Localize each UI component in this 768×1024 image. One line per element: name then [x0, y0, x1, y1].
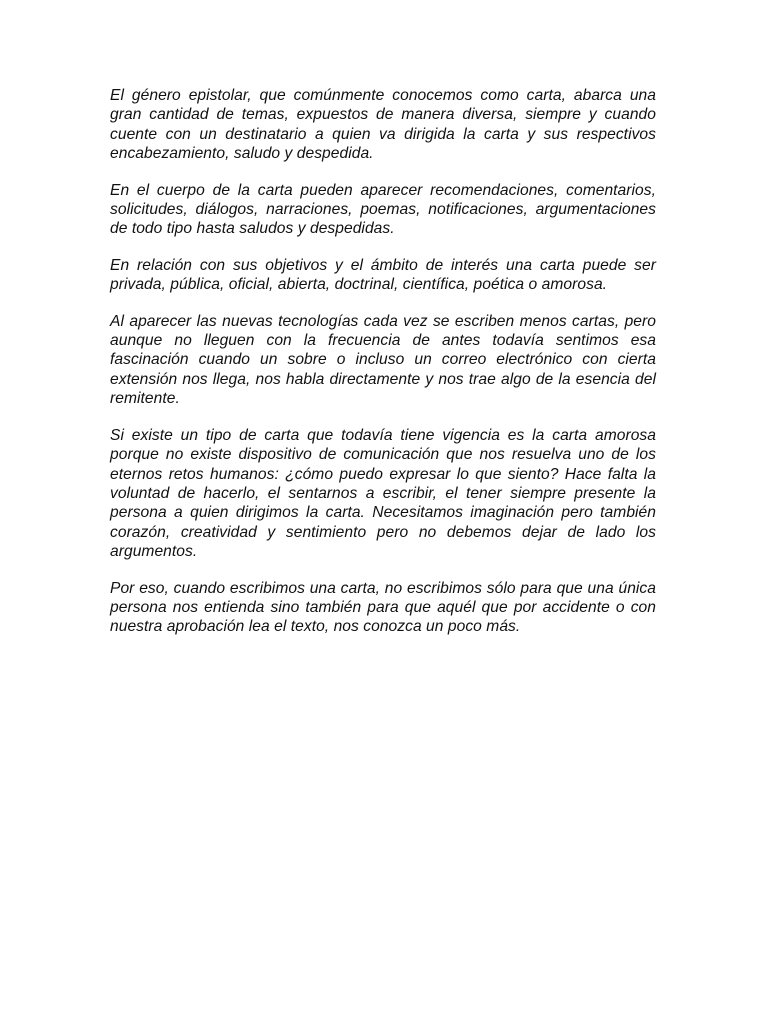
paragraph-6: Por eso, cuando escribimos una carta, no escribimos sólo para que una única persona nos entienda sino también para que aquél que por accidente o con nuestra aprobación lea el texto, nos conozca un poco más.: [110, 579, 656, 636]
paragraph-2: En el cuerpo de la carta pueden aparecer recomendaciones, comentarios, solicitudes, diálogos, narraciones, poemas, notificaciones, argumentaciones de todo tipo hasta saludos y despedidas.: [110, 181, 656, 238]
document-body: [110, 86, 656, 654]
paragraph-3: En relación con sus objetivos y el ámbito de interés una carta puede ser privada, pública, oficial, abierta, doctrinal, científica, poética o amorosa.: [110, 256, 656, 294]
paragraph-4: Al aparecer las nuevas tecnologías cada vez se escriben menos cartas, pero aunque no lleguen con la frecuencia de antes todavía sentimos esa fascinación cuando un sobre o incluso un correo electrónico con cierta extensión nos llega, nos habla directamente y nos trae algo de la esencia del remitente.: [110, 312, 656, 408]
paragraph-5: Si existe un tipo de carta que todavía tiene vigencia es la carta amorosa porque no existe dispositivo de comunicación que nos resuelva uno de los eternos retos humanos: ¿cómo puedo expresar lo que siento? Hace falta la voluntad de hacerlo, el sentarnos a escribir, el tener siempre presente la persona a quien dirigimos la carta. Necesitamos imaginación pero también corazón, creatividad y sentimiento pero no debemos dejar de lado los argumentos.: [110, 426, 656, 561]
paragraph-1: El género epistolar, que comúnmente conocemos como carta, abarca una gran cantidad de temas, expuestos de manera diversa, siempre y cuando cuente con un destinatario a quien va dirigida la carta y sus respectivos encabezamiento, saludo y despedida.: [110, 87, 656, 163]
